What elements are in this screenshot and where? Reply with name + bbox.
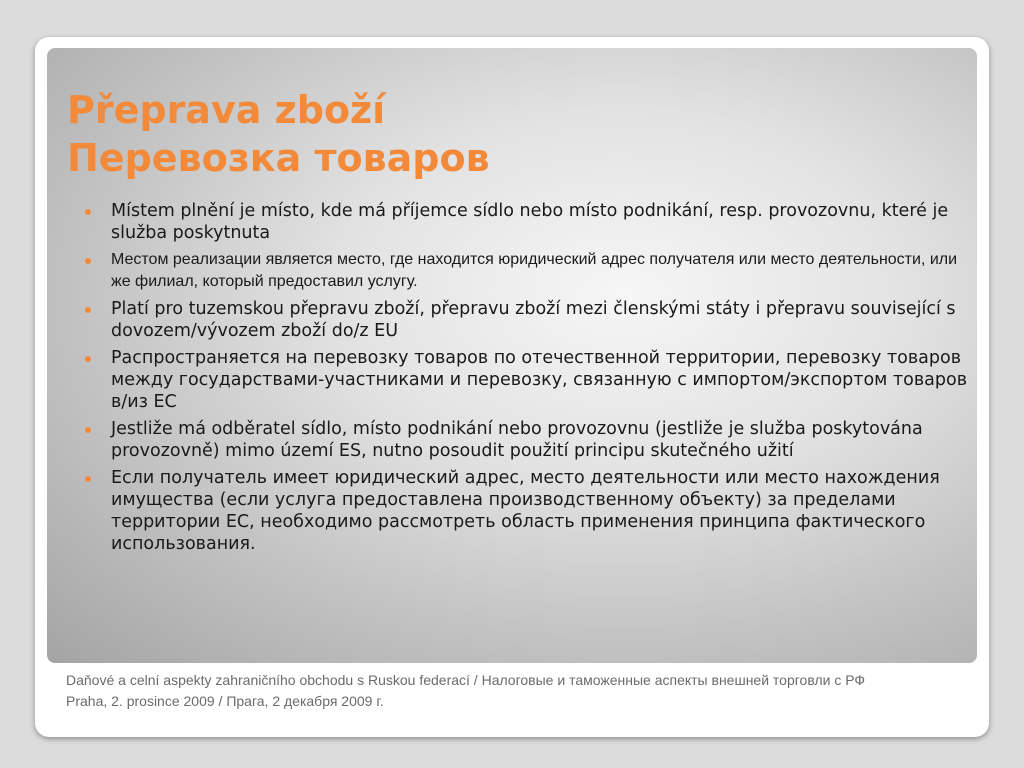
title-line-czech: Přeprava zboží [67, 88, 386, 132]
footer-event-title: Daňové a celní aspekty zahraničního obchodu s Ruskou federací / Налоговые и таможенные аспекты внешней торговли с РФ [66, 672, 866, 688]
bullet-dot-icon [85, 258, 91, 264]
bullet-item [71, 347, 971, 413]
bullet-text: Если получатель имеет юридический адрес, место деятельности или место нахождения имущества (если услуга предоставлена производственному объекту) за пределами территории ЕС, необходимо рассмотреть область применения принципа фактического использования. [111, 468, 940, 554]
bullet-list [71, 200, 971, 560]
bullet-text: Místem plnění je místo, kde má příjemce sídlo nebo místo podnikání, resp. provozovnu, které je služba poskytnuta [111, 201, 949, 243]
bullet-dot-icon [85, 307, 91, 313]
slide-footer [66, 670, 866, 712]
bullet-text: Jestliže má odběratel sídlo, místo podnikání nebo provozovnu (jestliže je služba poskytována provozovně) mimo území ES, nutno posoudit použití principu skutečného užití [111, 419, 923, 461]
bullet-dot-icon [85, 427, 91, 433]
bullet-item [71, 467, 971, 555]
slide-panel [47, 48, 977, 663]
bullet-dot-icon [85, 356, 91, 362]
bullet-item [71, 200, 971, 244]
title-line-russian: Перевозка товаров [67, 136, 490, 180]
bullet-text: Местом реализации является место, где находится юридический адрес получателя или место деятельности, или же филиал, который предоставил услугу. [111, 251, 958, 290]
bullet-dot-icon [85, 476, 91, 482]
bullet-item [71, 418, 971, 462]
slide-title [67, 86, 490, 182]
bullet-dot-icon [85, 209, 91, 215]
bullet-text: Распространяется на перевозку товаров по отечественной территории, перевозку товаров между государствами-участниками и перевозку, связанную с импортом/экспортом товаров в/из ЕС [111, 348, 968, 412]
bullet-item [71, 298, 971, 342]
footer-date-location: Praha, 2. prosince 2009 / Прага, 2 декабря 2009 г. [66, 693, 384, 709]
bullet-text: Platí pro tuzemskou přepravu zboží, přepravu zboží mezi členskými státy i přepravu související s dovozem/vývozem zboží do/z EU [111, 299, 956, 341]
bullet-item [71, 249, 971, 293]
